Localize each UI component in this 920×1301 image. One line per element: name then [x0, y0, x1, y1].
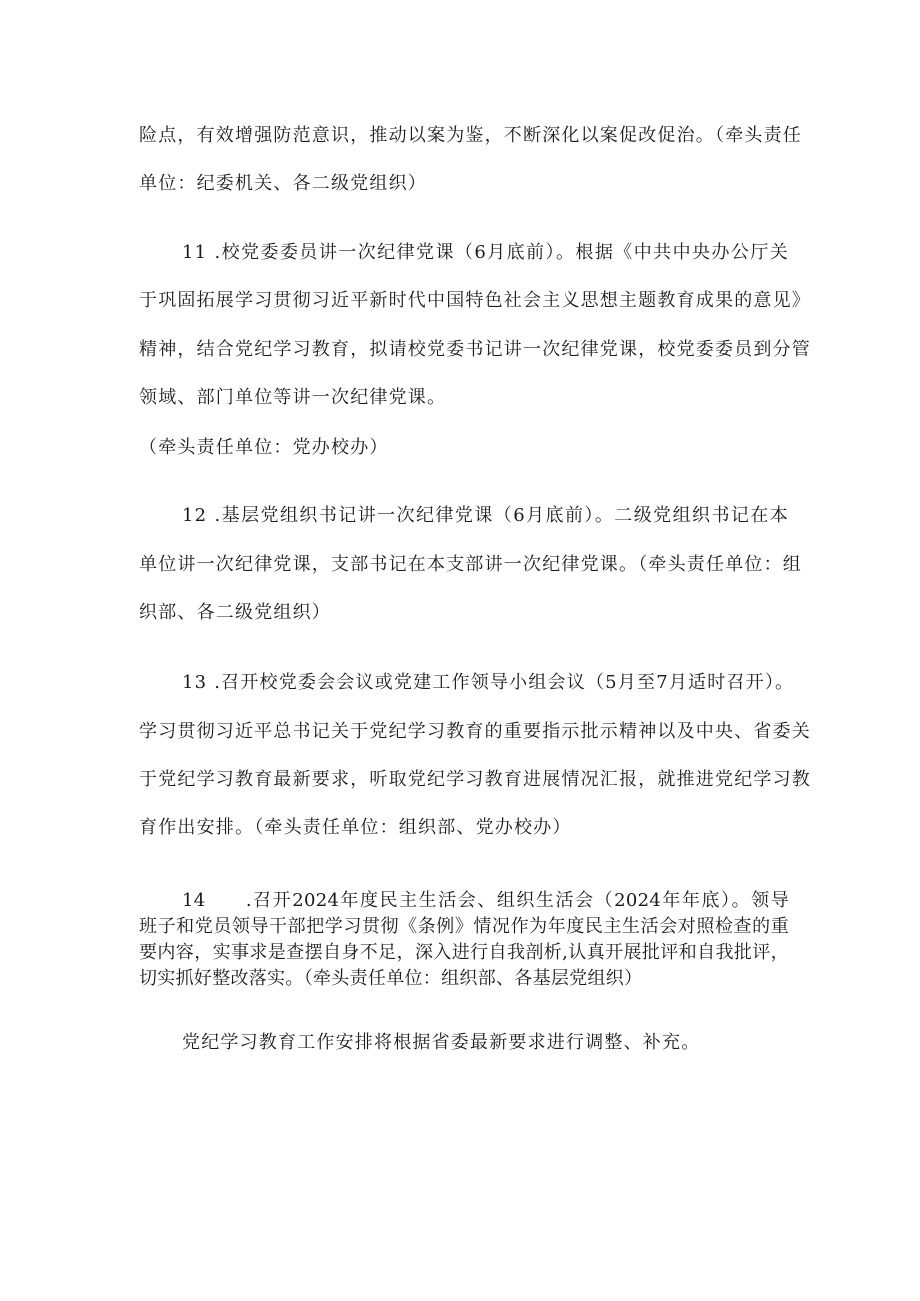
text-line: 险点，有效增强防范意识，推动以案为鉴，不断深化以案促改促治。（牵头责任 [139, 125, 802, 146]
text-line: 单位：纪委机关、各二级党组织） [139, 173, 427, 194]
paragraph-11-heading: 11 .校党委委员讲一次纪律党课（6月底前）。根据《中共中央办公厅关 [182, 242, 789, 263]
paragraph-13-heading: 13 .召开校党委会会议或党建工作领导小组会议（5月至7月适时召开）。 [182, 672, 795, 693]
text-line: 精神，结合党纪学习教育，拟请校党委书记讲一次纪律党课，校党委委员到分管 [139, 339, 811, 360]
text-line: 领域、部门单位等讲一次纪律党课。 [139, 387, 447, 408]
paragraph-12-heading: 12 .基层党组织书记讲一次纪律党课（6月底前）。二级党组织书记在本 [182, 505, 789, 526]
text-line: 要内容，实事求是查摆自身不足，深入进行自我剖析,认真开展批评和自我批评， [139, 942, 789, 963]
paragraph-14-heading: 14 .召开2024年度民主生活会、组织生活会（2024年年底）。领导 [182, 890, 789, 911]
text-line: （牵头责任单位：党办校办） [139, 437, 389, 458]
text-line: 学习贯彻习近平总书记关于党纪学习教育的重要指示批示精神以及中央、省委关 [139, 721, 811, 742]
closing-note: 党纪学习教育工作安排将根据省委最新要求进行调整、补充。 [182, 1032, 701, 1053]
text-line: 于巩固拓展学习贯彻习近平新时代中国特色社会主义思想主题教育成果的意见》 [139, 290, 811, 311]
text-line: 于党纪学习教育最新要求，听取党纪学习教育进展情况汇报，就推进党纪学习教 [139, 769, 811, 790]
text-line: 单位讲一次纪律党课，支部书记在本支部讲一次纪律党课。（牵头责任单位：组 [139, 554, 802, 575]
text-line: 育作出安排。（牵头责任单位：组织部、党办校办） [139, 817, 572, 838]
text-line: 班子和党员领导干部把学习贯彻《条例》情况作为年度民主生活会对照检查的重 [139, 916, 789, 937]
text-line: 切实抓好整改落实。（牵头责任单位：组织部、各基层党组织） [139, 968, 643, 989]
text-line: 织部、各二级党组织） [139, 602, 331, 623]
